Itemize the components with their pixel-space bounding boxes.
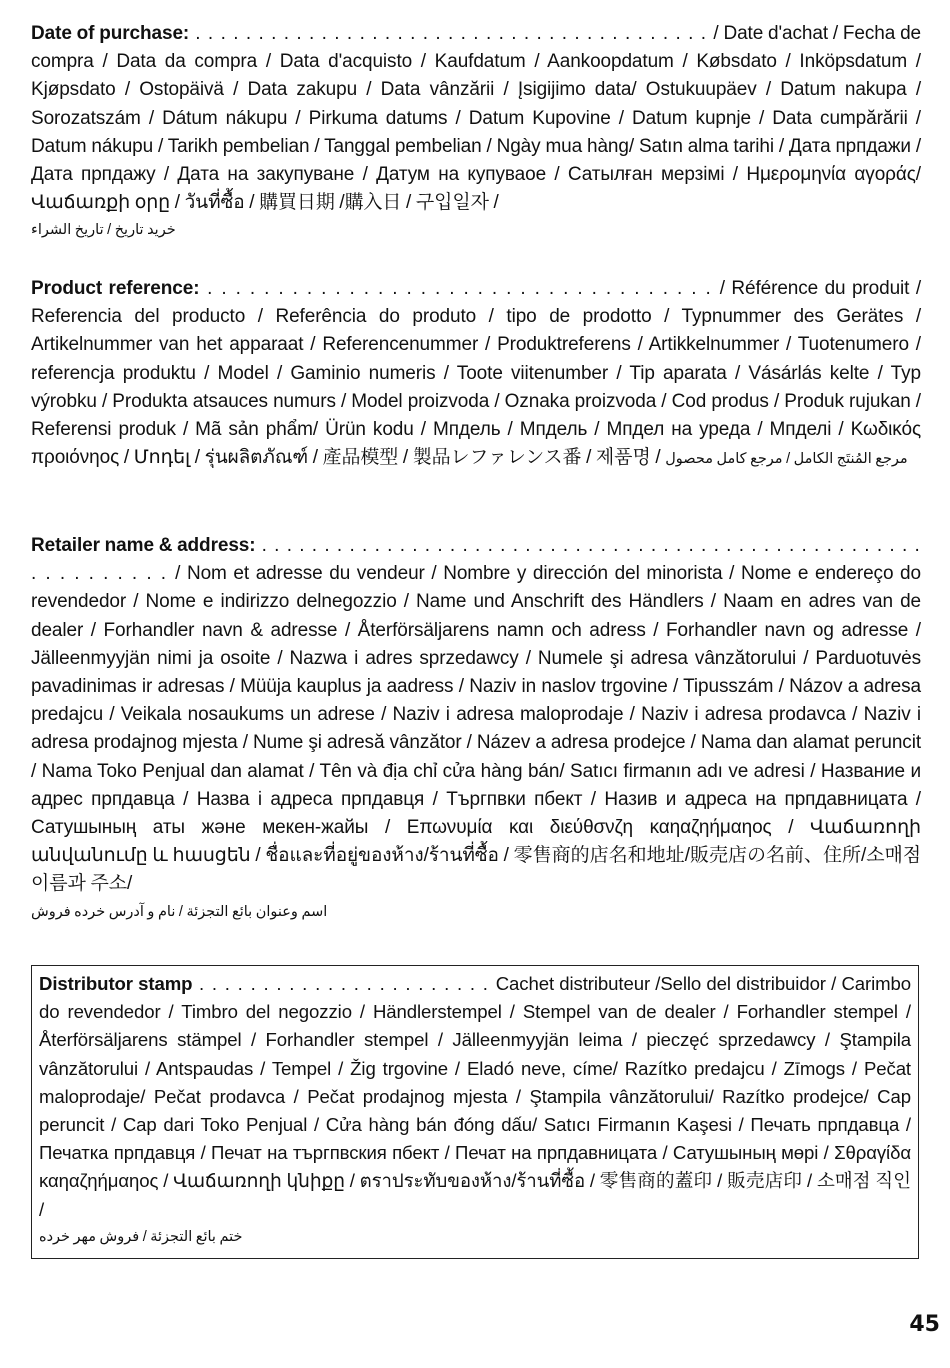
retailer-translations: / Nom et adresse du vendeur / Nombre y dirección del minorista / Nome e endereço do revendedor / Nome e indirizzo delnegozzio / Name und Anschrift des Händlers / Naam en adres van de dealer / Forhandler navn & adresse / Återförsäljarens namn och adress / Forhandler navn og adresse / Jälleenmyyjän nimi ja osoite / Nazwa i adres sprzedawcy / Numele şi adresa vânzătorului / Parduotuvės pavadinimas ir adresas / Müüja kauplus ja aadress / Naziv in naslov trgovine / Tipusszám / Názov a adresa predajcu / Veikala nosaukums un adrese / Naziv i adresa maloprodaje / Naziv i adresa prodavca / Naziv i adresa prodajnog mjesta / Nume şi adresă vânzător / Název a adresa prodejce / Nama dan alamat peruncit / Nama Toko Penjual dan alamat / Tên và địa chỉ cửa hàng bán/ Satıcı firmanın adı ve adresi / Название и адрес прпдавца / Назва і адреса прпдавця / Търгпвки пбект / Назив и адреса на прпдавницата / Сатушының аты және мекен-жайы / Επωνυμία και διεύθσνζη καηαζηήμαηος / Վաճառողի անվանումը և հասցեն / ชื่อและที่อยู่ของห้าง/ร้านที่ซื้อ / 零售商的店名和地址/販売店の名前、住所/소매점 이름과 주소/ [31,563,921,895]
distributor-stamp-arabic: ختم بائع التجزئة / فروش مهر خرده [39,1228,243,1245]
distributor-stamp-label: Distributor stamp [39,973,193,994]
date-of-purchase-arabic: خريد تاريخ / تاريخ الشراء [31,222,176,239]
product-reference-fill-line[interactable]: . . . . . . . . . . . . . . . . . . . . . . . . . . . . . . . . . . . . [199,278,720,299]
page-number: 45 [909,1312,940,1337]
retailer-fill-line[interactable]: . . . . . . . . . . . . . . . . . . . . . . . . . . . . . . . . . . . . . . . . . . . . . . . . . . . . . . . . . . . . . . . [31,535,921,585]
date-of-purchase-label: Date of purchase: [31,23,190,44]
retailer-section [31,532,921,925]
product-reference-section [31,275,921,472]
retailer-arabic: اسم وعنوان بائع التجزئة / نام و آدرس خرده فروش [31,903,328,920]
date-of-purchase-section [31,20,921,243]
product-reference-arabic: مرجع المُنتَج الكامل / مرجع کامل محصول [665,451,908,468]
distributor-stamp-translations: Cachet distributeur /Sello del distribuidor / Carimbo do revendedor / Timbro del negozzio / Händlerstempel / Stempel van de dealer / Forhandler stempel / Återförsäljarens stämpel / Forhandler stempel / Jälleenmyyjän leima / pieczęć sprzedawcy / Ştampila vânzătorului / Antspaudas / Tempel / Žig trgovine / Eladó neve, címe/ Razítko predajcu / Zīmogs / Pečat maloprodaje/ Pečat prodavca / Pečat prodajnog mjesta / Ştampila vânzătorului/ Razítko prodejce/ Cap peruncit / Cap dari Toko Penjual / Cửa hàng bán đóng dấu/ Satıcı Firmanın Kaşesi / Печать прпдавца / Печатка прпдавця / Печат на търгпвския пбект / Печат на прпдавницата / Сатушының мөрі / Σθραγίδα καηαζηήμαηος / Վաճառողի կնիքը / ตราประทับของห้าง/ร้านที่ซื้อ / 零售商的蓋印 / 販売店印 / 소매점 직인 / [39,973,912,1220]
distributor-stamp-section [39,970,911,1250]
date-of-purchase-translations: / Date d'achat / Fecha de compra / Data da compra / Data d'acquisto / Kaufdatum / Aankoopdatum / Købsdato / Inköpsdatum / Kjøpsdato / Ostopäivä / Data zakupu / Data vânzării / Įsigijimo data/ Ostukuupäev / Datum nakupa / Sorozatszám / Dátum nákupu / Pirkuma datums / Datum Kupovine / Datum kupnje / Data cumpărării / Datum nákupu / Tarikh pembelian / Tanggal pembelian / Ngày mua hàng/ Satın alma tarihi / Дата прпдажи / Дата прпдажу / Дата на закупуване / Датум на купуваое / Сатылған мерзімі / Ημερομηνία αγοράς/ Վաճառքի օրը / วันที่ซื้อ / 購買日期 /購入日 / 구입일자 / [31,23,922,214]
product-reference-translations: / Référence du produit / Referencia del producto / Referência do produto / tipo de prodotto / Typnummer des Gerätes / Artikelnummer van het apparaat / Referencenummer / Produktreferens / Artikkelnummer / Tuotenumero / referencja produktu / Model / Gaminio numeris / Toote viitenumber / Tip aparata / Vásárlás kelte / Typ výrobku / Produkta atsauces numurs / Model proizvoda / Oznaka proizvoda / Cod produs / Produk rujukan / Referensi produk / Mã sản phẩm/ Ürün kodu / Мпдель / Мпдель / Мпдел на уреда / Мпделі / Κωδικός προιόνηος / Մոդել / รุ่นผลิตภัณฑ์ / 產品模型 / 製品レファレンス番 / 제품명 / [31,278,921,469]
retailer-label: Retailer name & address: [31,535,256,556]
product-reference-label: Product reference: [31,278,200,299]
date-of-purchase-fill-line[interactable]: . . . . . . . . . . . . . . . . . . . . . . . . . . . . . . . . . . . . . . . . . [189,23,714,44]
distributor-stamp-fill-line: . . . . . . . . . . . . . . . . . . . . . . . [192,973,496,994]
distributor-stamp-box[interactable] [31,965,919,1259]
